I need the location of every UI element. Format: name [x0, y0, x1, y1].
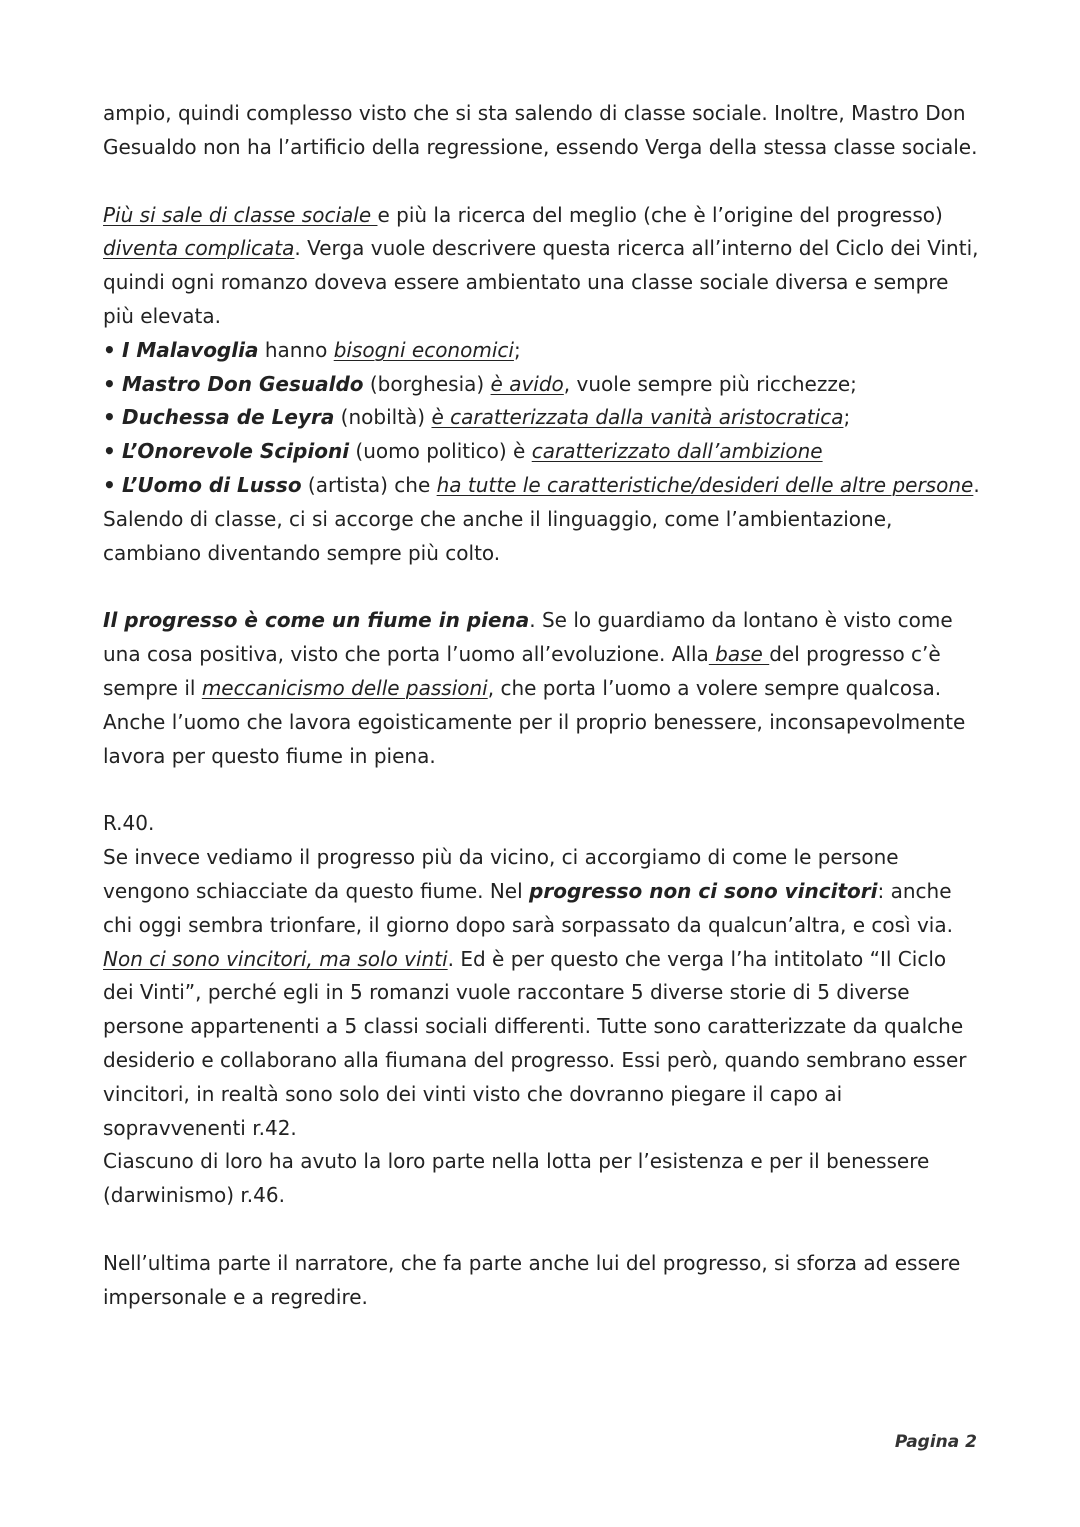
language-paragraph: Salendo di classe, ci si accorge che anche il linguaggio, come l’ambientazione, cambiano diventando sempre più colto. — [103, 506, 893, 565]
underlined-phrase: è caratterizzata dalla vanità aristocratica — [431, 405, 844, 430]
underlined-phrase: base — [708, 642, 770, 667]
progress-paragraph-line: Anche l’uomo che lavora egoisticamente per il proprio benessere, inconsapevolmente lavora per questo fiume in piena. — [103, 709, 966, 768]
intro-line-1: ampio, quindi complesso visto che si sta salendo di classe sociale. Inoltre, Mastro Don — [103, 101, 966, 125]
text-run: . — [973, 472, 980, 497]
underlined-phrase: Non ci sono vincitori, ma solo vinti — [103, 946, 448, 971]
text-run: del progresso c’è sempre il — [103, 642, 941, 700]
text-run: ; — [843, 405, 851, 430]
list-item — [103, 469, 983, 503]
novel-title: Duchessa de Leyra — [122, 405, 335, 430]
text-run: ; — [513, 337, 521, 362]
line-reference: R.40. — [103, 811, 155, 836]
narrator-paragraph: Nell’ultima parte il narratore, che fa parte anche lui del progresso, si sforza ad essere impersonale e a regredire. — [103, 1250, 961, 1309]
key-phrase: Il progresso è come un fiume in piena — [103, 608, 530, 633]
intro-line-2: Gesualdo non ha l’artificio della regressione, essendo Verga della stessa classe sociale. — [103, 134, 978, 159]
page-content — [103, 97, 983, 1315]
social-class-paragraph — [103, 199, 983, 334]
underlined-phrase: meccanicismo delle passioni — [201, 675, 488, 700]
paragraph-gap — [103, 773, 983, 807]
text-run: (nobiltà) — [334, 405, 432, 430]
text-run: . Se lo guardiamo da lontano è visto come una cosa positiva, visto che porta l’uomo all’evoluzione. Alla — [103, 608, 953, 667]
list-item — [103, 368, 983, 402]
text-run: Se invece vediamo il progresso più da vicino, ci accorgiamo di come le persone vengono schiacciate da questo fiume. Nel — [103, 845, 899, 903]
list-item — [103, 435, 983, 469]
intro-paragraph — [103, 97, 983, 165]
paragraph-gap — [103, 165, 983, 199]
paragraph-gap — [103, 570, 983, 604]
text-run: . Ed è per questo che verga l’ha intitolato “Il Ciclo dei Vinti”, perché egli in 5 romanzi vuole raccontare 5 diverse storie di 5 diverse persone appartenenti a 5 classi sociali differenti. Tutte sono caratterizzate da qualche desiderio e collaborano alla fiumana del progresso. Essi però, quando sembrano esser vincitori, in realtà sono solo dei vinti visto che dovranno piegare il capo ai sopravvenenti r.42. — [103, 946, 967, 1140]
novel-title: Mastro Don Gesualdo — [122, 371, 364, 396]
list-item — [103, 334, 983, 368]
underlined-phrase: è avido — [490, 371, 564, 396]
page-number: Pagina 2 — [894, 1432, 977, 1452]
text-run: (borghesia) — [363, 371, 491, 396]
text-run: , che porta l’uomo a volere sempre qualcosa. — [487, 675, 942, 700]
novel-title: L’Uomo di Lusso — [122, 472, 302, 497]
text-run: e più la ricerca del meglio (che è l’origine del progresso) — [377, 202, 943, 227]
darwinism-paragraph: Ciascuno di loro ha avuto la loro parte nella lotta per l’esistenza e per il benessere (darwinismo) r.46. — [103, 1149, 930, 1208]
novels-list — [103, 334, 983, 503]
underlined-phrase: caratterizzato dall’ambizione — [531, 439, 823, 464]
text-run: , vuole sempre più ricchezze; — [563, 371, 857, 396]
list-item — [103, 401, 983, 435]
vinti-paragraph — [103, 841, 983, 1145]
text-run: (artista) che — [301, 472, 437, 497]
text-run: (uomo politico) è — [349, 439, 532, 464]
text-run: hanno — [258, 337, 334, 362]
underlined-phrase: diventa complicata — [103, 236, 295, 261]
text-run: . Verga vuole descrivere questa ricerca all’interno del Ciclo dei Vinti, quindi ogni romanzo doveva essere ambientato una classe sociale diversa e sempre più elevata. — [103, 236, 979, 328]
novel-title: I Malavoglia — [122, 337, 259, 362]
underlined-phrase: ha tutte le caratteristiche/desideri delle altre persone — [436, 472, 974, 497]
progress-paragraph — [103, 604, 983, 705]
underlined-phrase: bisogni economici — [333, 337, 514, 362]
underlined-phrase: Più si sale di classe sociale — [103, 202, 378, 227]
text-run: : anche chi oggi sembra trionfare, il giorno dopo sarà sorpassato da qualcun’altra, e così via. — [103, 878, 953, 937]
key-phrase: progresso non ci sono vincitori — [529, 878, 878, 903]
paragraph-gap — [103, 1213, 983, 1247]
novel-title: L’Onorevole Scipioni — [122, 439, 350, 464]
